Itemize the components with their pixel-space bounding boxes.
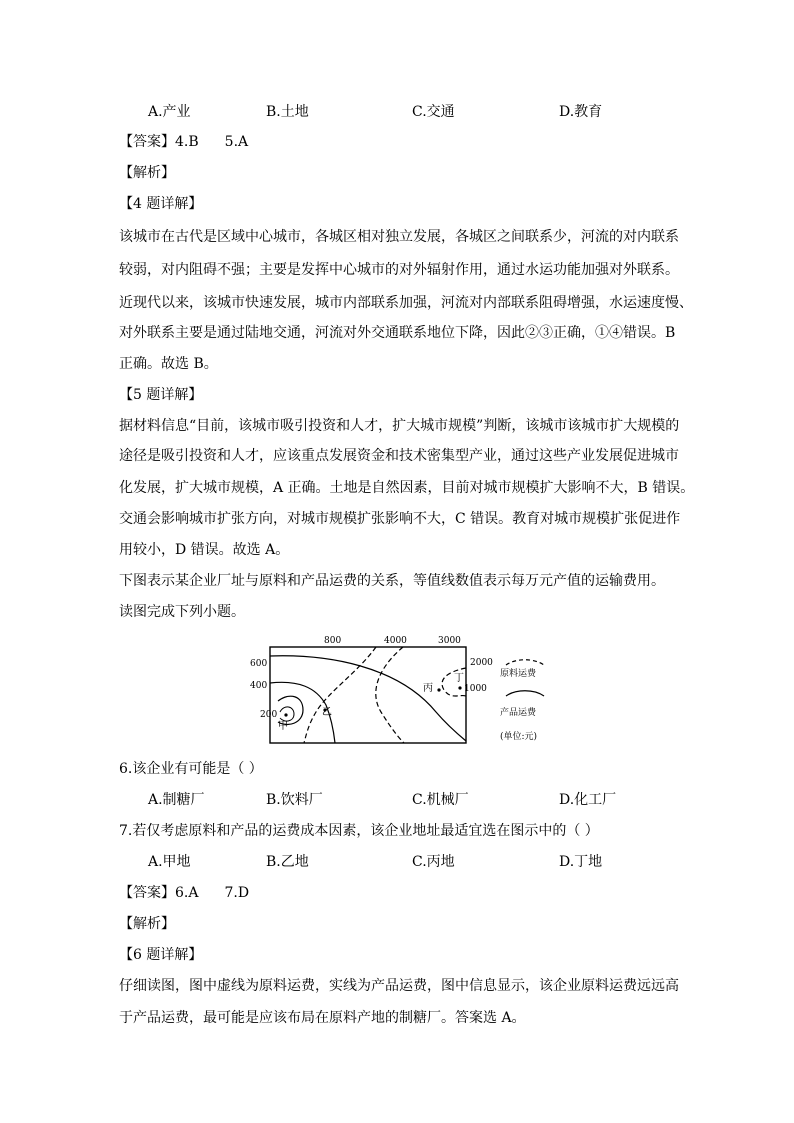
q6-option-b: B.饮料厂 [266,792,323,808]
top-label: 800 [324,636,342,646]
q4-text-line: 近现代以来，该城市快速发展，城市内部联系加强，河流对内部联系阻碍增强，水运速度慢、 [119,295,693,311]
answer-label: 【答案】4.B [119,134,199,150]
q6-text-line: 于产品运费，最可能是应该布局在原料产地的制糖厂。答案选 A。 [119,1010,526,1026]
q4-title: 【4 题详解】 [119,196,203,212]
place-ding: 丁 [454,673,464,684]
q6-title: 【6 题详解】 [119,947,203,963]
right-label: 2000 [470,658,493,668]
intro-text-line: 下图表示某企业厂址与原料和产品运费的关系，等值线数值表示每万元产值的运输费用。 [119,573,665,589]
q6-option-a: A.制糖厂 [148,792,205,808]
q7-option-c: C.丙地 [412,854,455,870]
q7-option-a: A.甲地 [148,854,191,870]
option-d: D.教育 [559,104,603,120]
q6-text-line: 仔细读图，图中虚线为原料运费，实线为产品运费，图中信息显示，该企业原料运费远远高 [119,978,679,994]
intro-text-line: 读图完成下列小题。 [119,604,245,620]
q7-option-d: D.丁地 [559,854,603,870]
raw-isoline [376,647,404,743]
option-a: A.产业 [148,104,191,120]
q5-text-line: 交通会影响城市扩张方向，对城市规模扩张影响不大，C 错误。教育对城市规模扩张促进作 [119,511,681,527]
analysis-title: 【解析】 [119,165,175,181]
q5-text-line: 用较小，D 错误。故选 A。 [119,542,290,558]
left-label: 400 [250,681,268,691]
place-yi: 乙 [322,707,332,718]
legend-product-label: 产品运费 [500,708,537,718]
answer-second: 5.A [224,134,249,150]
q5-text-line: 途径是吸引投资和人才，应该重点发展资金和技术密集型产业，通过这些产业发展促进城市 [119,448,679,464]
q7-stem: 7.若仅考虑原料和产品的运费成本因素，该企业地址最适宜选在图示中的（ ） [119,823,599,839]
legend-raw-symbol [506,660,544,665]
left-label: 600 [250,659,268,669]
q6-stem: 6.该企业有可能是（ ） [119,761,263,777]
legend-unit: (单位:元) [500,732,538,742]
legend-product-symbol [506,691,544,696]
point-ding-marker [458,686,461,689]
q4-text-line: 正确。故选 B。 [119,356,218,372]
map-frame [270,647,466,743]
q6-option-d: D.化工厂 [559,792,617,808]
top-label: 3000 [438,636,461,646]
point-bing-marker [437,688,440,691]
q7-option-b: B.乙地 [266,854,309,870]
answer-label: 【答案】6.A [119,885,199,901]
q5-text-line: 化发展，扩大城市规模，A 正确。土地是自然因素，目前对城市规模扩大影响不大，B 错误。 [119,480,695,496]
q4-text-line: 该城市在古代是区域中心城市，各城区相对独立发展，各城区之间联系少，河流的对内联系 [119,229,679,245]
q5-text-line: 据材料信息“目前，该城市吸引投资和人才，扩大城市规模”判断，该城市该城市扩大规模的 [119,418,680,434]
right-label: 1000 [464,684,487,694]
place-bing: 丙 [423,683,433,694]
top-label: 4000 [384,636,407,646]
answer-second: 7.D [224,885,250,901]
isoline-figure [248,632,558,747]
point-jia-marker [284,713,287,716]
analysis-title: 【解析】 [119,916,175,932]
q4-text-line: 对外联系主要是通过陆地交通，河流对外交通联系地位下降，因此②③正确，①④错误。B [119,325,676,341]
option-c: C.交通 [412,104,455,120]
legend-raw-label: 原料运费 [500,669,537,679]
product-isoline [270,656,466,741]
q6-option-c: C.机械厂 [412,792,469,808]
left-label: 200 [260,710,278,720]
q4-text-line: 较弱，对内阻碍不强；主要是发挥中心城市的对外辐射作用，通过水运功能加强对外联系。 [119,262,679,278]
answer-line-4-5 [119,133,248,151]
answer-line-6-7 [119,884,249,902]
option-b: B.土地 [266,104,309,120]
place-jia: 甲 [278,721,288,732]
q5-title: 【5 题详解】 [119,387,203,403]
